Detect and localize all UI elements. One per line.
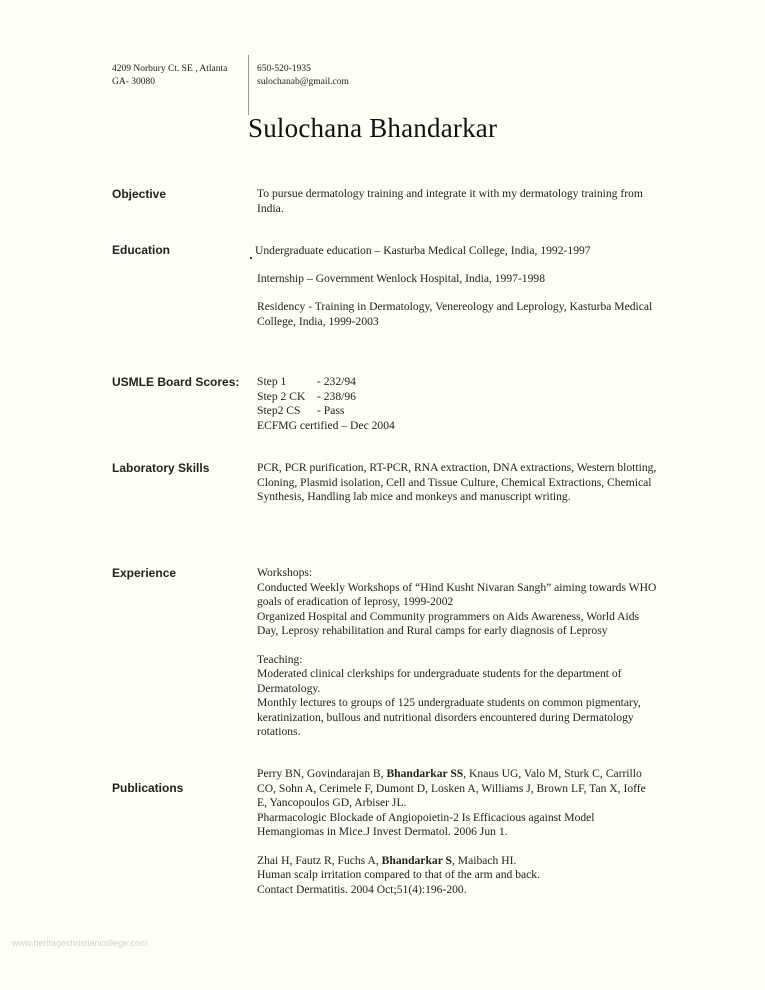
workshop-item: Conducted Weekly Workshops of “Hind Kusht Nivaran Sangh” aiming towards WHO goals of eradication of leprosy, 1999-2002 (257, 580, 657, 608)
workshop-item: Organized Hospital and Community programmers on Aids Awareness, World Aids Day, Leprosy rehabilitation and Rural camps for early diagnosis of Leprosy (257, 609, 640, 637)
publications-section (257, 767, 657, 897)
objective-label: Objective (112, 187, 167, 201)
score-row (257, 375, 657, 390)
header-divider (248, 55, 249, 115)
score-key: Step 1 (257, 375, 287, 388)
usmle-scores (257, 375, 657, 433)
authors-text: Perry BN, Govindarajan B, (257, 767, 387, 780)
education-item-2: Internship – Government Wenlock Hospital, India, 1997-1998 (257, 272, 545, 285)
publication-2-authors (257, 854, 657, 869)
experience-label: Experience (112, 566, 177, 580)
highlighted-author: Bhandarkar SS (386, 767, 464, 780)
score-key: Step2 CS (257, 404, 301, 417)
publication-2-title: Human scalp irritation compared to that of the arm and back. (257, 868, 540, 881)
authors-text: , Maibach HI. (451, 853, 517, 867)
education-item-1: Undergraduate education – Kasturba Medical College, India, 1992-1997 (255, 244, 591, 257)
publication-2-journal: Contact Dermatitis. 2004 Oct;51(4):196-200. (257, 882, 467, 896)
score-value: - Pass (317, 404, 345, 417)
teaching-item: Monthly lectures to groups of 125 undergraduate students on common pigmentary, keratinization, bullous and nutritional disorders encountered during Dermatology rotations. (257, 696, 641, 738)
email: sulochanab@gmail.com (257, 77, 349, 87)
score-value: - 232/94 (317, 375, 356, 388)
score-value: - 238/96 (317, 389, 356, 403)
publication-1-title: Pharmacologic Blockade of Angiopoietin-2 Is Efficacious against Model Hemangiomas in Mice.J Invest Dermatol. 2006 Jun 1. (257, 810, 595, 838)
phone: 650-520-1935 (257, 64, 311, 74)
score-key: Step 2 CK (257, 389, 306, 403)
teaching-item: Moderated clinical clerkships for undergraduate students for the department of Dermatology. (257, 667, 622, 695)
address-line-2: GA- 30080 (112, 77, 156, 87)
education-item-3: Residency - Training in Dermatology, Venereology and Leprology, Kasturba Medical College, India, 1999-2003 (257, 300, 653, 328)
teaching-heading: Teaching: (257, 652, 303, 666)
education-label: Education (112, 243, 171, 257)
watermark: www.heritagechristiancollege.com (12, 938, 148, 948)
candidate-name: Sulochana Bhandarkar (248, 113, 498, 143)
contact-address (112, 63, 242, 89)
workshops-heading: Workshops: (257, 566, 313, 579)
lab-skills-text: PCR, PCR purification, RT-PCR, RNA extraction, DNA extractions, Western blotting, Cloning, Plasmid isolation, Cell and Tissue Culture, Chemical Extractions, Chemical Synthesis, Handling lab mice and monkeys and manuscript writing. (257, 461, 657, 503)
highlighted-author: Bhandarkar S (381, 853, 452, 867)
ecfmg-status: ECFMG certified – Dec 2004 (257, 418, 395, 432)
authors-text: Zhai H, Fautz R, Fuchs A, (257, 853, 382, 867)
publications-label: Publications (112, 781, 184, 795)
contact-phone-email (257, 63, 457, 89)
lab-skills-label: Laboratory Skills (112, 461, 210, 475)
authors-text: , Knaus UG, Valo M, Sturk C, Carrillo CO, Sohn A, Cerimele F, Dumont D, Losken A, Williams J, Brown LF, Tan X, Ioffe E, Yancopoulos GD, Arbiser JL. (257, 767, 646, 809)
publication-1-authors (257, 767, 657, 811)
bullet-mark (250, 257, 252, 259)
score-row (257, 390, 657, 405)
address-line-1: 4209 Norbury Ct. SE , Atlanta (112, 64, 228, 74)
objective-text: To pursue dermatology training and integrate it with my dermatology training from India. (257, 187, 643, 215)
experience-section (257, 566, 657, 740)
usmle-label: USMLE Board Scores: (112, 375, 240, 389)
score-row (257, 404, 657, 419)
